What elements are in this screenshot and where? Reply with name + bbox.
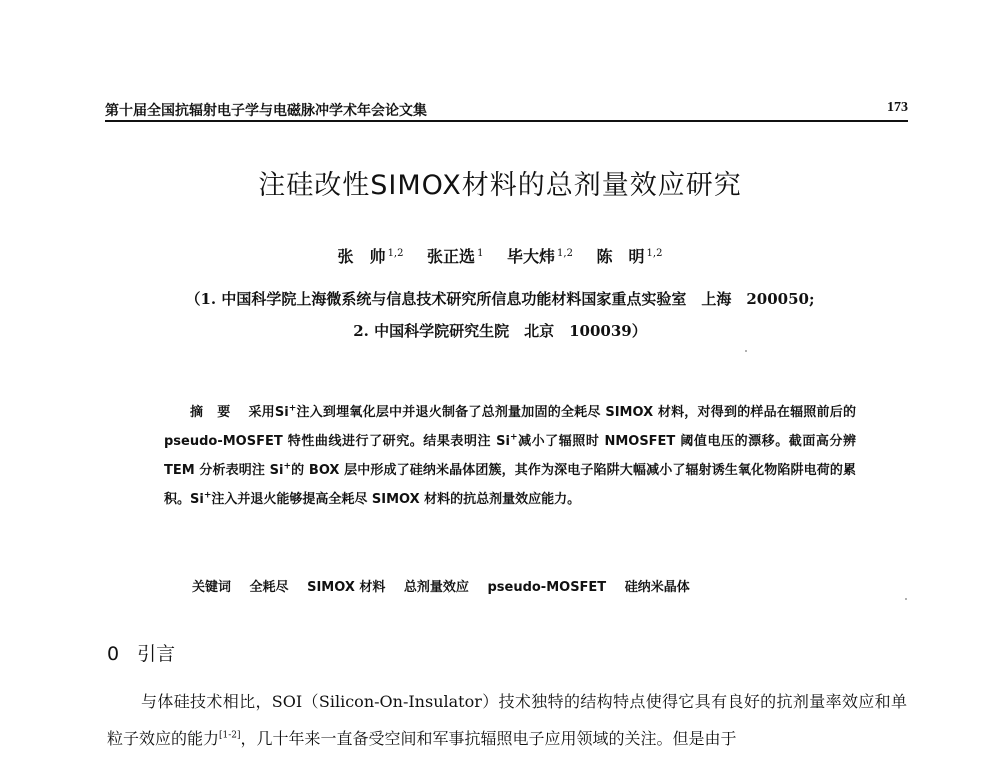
author: 张正选 $^1$ (427, 247, 484, 266)
keyword: SIMOX 材料 (307, 580, 386, 595)
section-title: 引言 (137, 643, 176, 665)
keywords-label: 关键词 (192, 580, 232, 595)
scan-speck (905, 598, 907, 600)
author: 陈 明 $^{1,2}$ (596, 247, 663, 266)
citation: [1-2] (219, 730, 241, 741)
journal-title: 第十届全国抗辐射电子学与电磁脉冲学术年会论文集 (105, 103, 427, 119)
keyword: 总剂量效应 (403, 580, 469, 595)
keyword: 全耗尽 (249, 580, 289, 595)
section-heading (107, 639, 175, 666)
abstract: 摘要 采用Si+注入到埋氧化层中并退火制备了总剂量加固的全耗尽 SIMOX 材料，对得到的样品在辐照前后的 pseudo-MOSFET 特性曲线进行了研究。结果表明注 Si+减小了辐照时 NMOSFET 阈值电压的漂移。截面高分辨 TEM 分析表明注 Si+的 BOX 层中形成了硅纳米晶体团簇，其作为深电子陷阱大幅减小了辐射诱生氧化物陷阱电荷的累积。Si+注入并退火能够提高全耗尽 SIMOX 材料的抗总剂量效应能力。 (164, 403, 856, 507)
paper-title: 注硅改性SIMOX材料的总剂量效应研究 (258, 170, 742, 201)
affiliation-line-2: 2. 中国科学院研究生院 北京 100039） (353, 322, 647, 340)
section-number: 0 (107, 643, 120, 665)
author-list (0, 244, 1000, 267)
author: 张 帅 $^{1,2}$ (337, 247, 404, 266)
keywords (192, 576, 704, 595)
author: 毕大炜 $^{1,2}$ (507, 247, 573, 266)
affiliation-line-1: （1. 中国科学院上海微系统与信息技术研究所信息功能材料国家重点实验室 上海 200050; (185, 290, 815, 308)
keyword: pseudo-MOSFET (487, 580, 607, 595)
page-number: 173 (887, 100, 908, 115)
keyword: 硅纳米晶体 (624, 580, 690, 595)
intro-paragraph: 与体硅技术相比，SOI（Silicon-On-Insulator）技术独特的结构特点使得它具有良好的抗剂量率效应和单粒子效应的能力[1-2]，几十年来一直备受空间和军事抗辐照电子应用领域的关注。但是由于 (107, 692, 907, 748)
scan-speck (745, 350, 747, 352)
running-header (105, 100, 908, 122)
abstract-label: 摘要 (190, 405, 245, 420)
